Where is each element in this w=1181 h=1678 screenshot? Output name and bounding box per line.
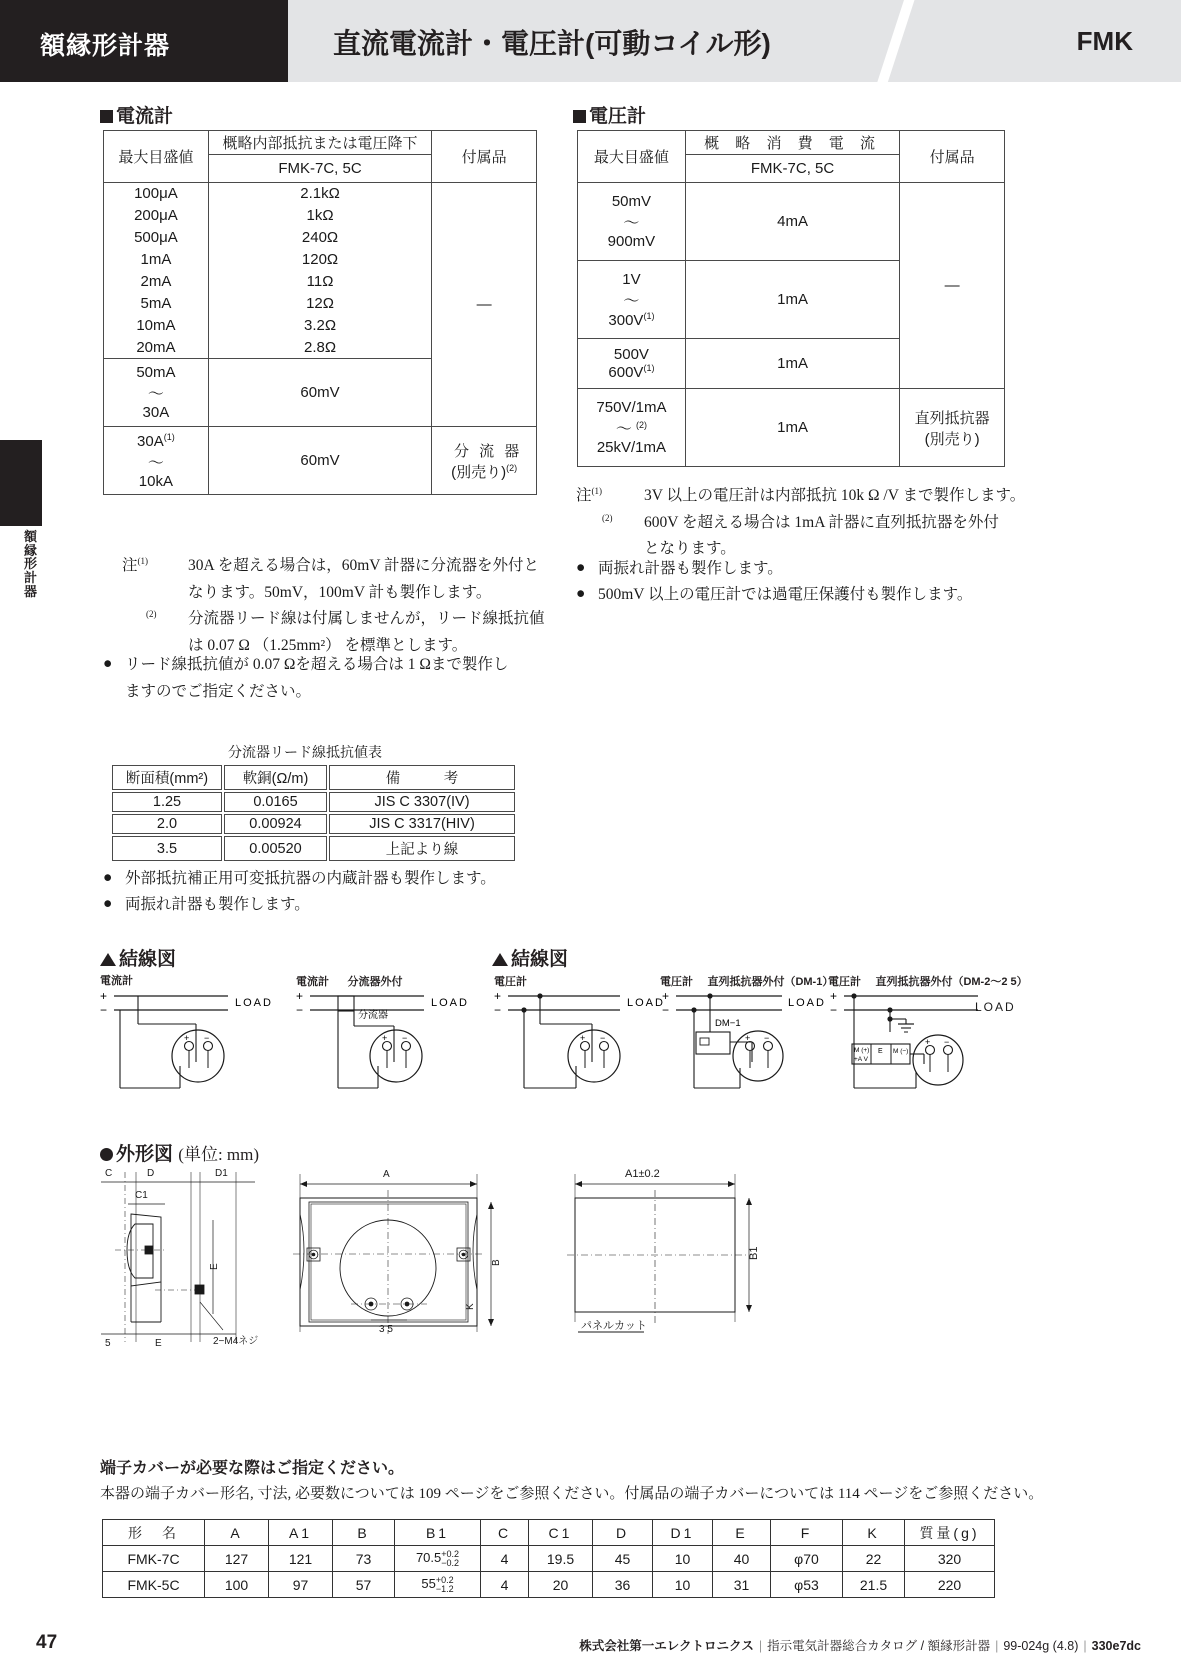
voltmeter-notes — [576, 483, 1028, 563]
note-1: 注$^{(1)}$ 30A を超える場合は，60mV 計器に分流器を外付と なります。50mV，100mV 計も製作します。 — [122, 555, 540, 601]
ammeter-value-1: 1kΩ — [208, 205, 431, 227]
footnote-ref: (1) — [137, 555, 149, 566]
table-row — [103, 1546, 995, 1572]
side-tab-label: 額縁形計器 — [24, 529, 38, 599]
dimension-table — [102, 1519, 995, 1598]
svg-text:−: − — [830, 1003, 838, 1017]
svg-text:−: − — [944, 1037, 950, 1047]
table-row — [103, 1572, 995, 1598]
terminal-cover-body: 本器の端子カバー形名, 寸法, 必要数については 109 ページをご参照ください。付属品の端子カバーについては 114 ページをご参照ください。 — [100, 1486, 1044, 1502]
dim-row-1-C: 4 — [481, 1572, 529, 1598]
voltmeter-pair-value: 1mA — [685, 339, 899, 389]
voltmeter-heading: 電圧計 — [573, 101, 646, 128]
bullet-icon: ● — [576, 559, 586, 576]
ammeter-value-3: 120Ω — [208, 249, 431, 271]
header-title-block — [288, 0, 1181, 82]
dim-row-1-D: 36 — [593, 1572, 653, 1598]
table-row — [112, 814, 515, 834]
bullet-icon: ● — [103, 895, 113, 912]
lead-cell-2-2: 上記より線 — [329, 836, 515, 861]
ammeter-scale-4: 2mA — [104, 271, 209, 293]
square-bullet-icon — [100, 110, 113, 123]
header-category-block — [0, 0, 288, 82]
footer-sep: | — [995, 1639, 999, 1653]
b1-main: 55 — [421, 1576, 436, 1592]
footnote-ref: (1) — [643, 363, 655, 373]
svg-text:−: − — [662, 1003, 670, 1017]
svg-text:−: − — [204, 1033, 210, 1043]
terminal-cover-heading: 端子カバーが必要な際はご指定ください。 — [100, 1460, 405, 1477]
range-from-wrap: $30A^{(1)}$ — [137, 431, 175, 450]
ammeter-value-5: 12Ω — [208, 293, 431, 315]
dim-row-0-mass: 320 — [905, 1546, 995, 1572]
dim-row-1-E: 31 — [713, 1572, 771, 1598]
note-2: $^{(2)}$ 分流器リード線は付属しませんが，リード線抵抗値 は 0.07 Ω （1.25mm²） を標準とします。 — [146, 609, 545, 654]
ammeter-scale-6: 10mA — [104, 315, 209, 337]
svg-text:2−M4ネジ: 2−M4ネジ — [213, 1336, 259, 1347]
dim-row-0-A: 127 — [205, 1546, 269, 1572]
pair-line2-wrap: $600V^{(1)}$ — [608, 363, 655, 381]
lead-cell-2-1: 0.00520 — [224, 836, 327, 861]
footnote-ref: (1) — [163, 431, 175, 442]
dim-header-10: F — [771, 1520, 843, 1546]
footer-docid: 330e7dc — [1091, 1639, 1141, 1653]
ammeter-bullet-3: ● 両振れ計器も製作します。 — [103, 892, 310, 919]
ammeter-range-1 — [104, 427, 209, 495]
ammeter-scale-7: 20mA — [104, 337, 209, 359]
table-row — [104, 427, 537, 495]
voltmeter-accessory-top: — — [900, 183, 1005, 389]
lead-cell-0-0: 1.25 — [112, 792, 222, 812]
triangle-bullet-icon — [100, 953, 116, 966]
ammeter-bullet-2: ● 外部抵抗補正用可変抵抗器の内蔵計器も製作します。 — [103, 866, 496, 893]
footer-code: 99-024g (4.8) — [1003, 1639, 1079, 1653]
svg-text:−: − — [296, 1003, 304, 1017]
ammeter-range-0 — [104, 359, 209, 427]
table-row — [578, 389, 1005, 467]
voltmeter-range-value-1: 1mA — [685, 261, 899, 339]
voltmeter-range-0 — [578, 183, 686, 261]
svg-text:−: − — [764, 1033, 770, 1043]
circle-bullet-icon — [100, 1148, 113, 1161]
table-row — [578, 131, 1005, 155]
dm25-term-1: +A V — [854, 1056, 868, 1063]
outline-unit: (単位: mm) — [178, 1145, 260, 1164]
svg-text:A1±0.2: A1±0.2 — [625, 1168, 660, 1180]
b1-tolerance: +0.2 −1.2 — [435, 1574, 454, 1594]
range-to: 900mV — [607, 233, 656, 250]
svg-text:C: C — [105, 1168, 113, 1179]
svg-text:+: + — [925, 1037, 931, 1047]
dim-header-2: A1 — [269, 1520, 333, 1546]
svg-text:+: + — [184, 1033, 190, 1043]
voltmeter-range-value-0: 4mA — [685, 183, 899, 261]
range-from: 750V/1mA — [596, 399, 667, 416]
pair-line1: 500V — [613, 346, 649, 363]
note-2: $^{(2)}$ 600V を超える場合は 1mA 計器に直列抵抗器を外付 となります。 — [602, 512, 999, 558]
bullet-icon: ● — [103, 655, 113, 672]
voltmeter-col-scale: 最大目盛値 — [578, 131, 686, 183]
dm25-term-2: E — [878, 1048, 883, 1055]
dm25-term-3: M (−) — [893, 1048, 909, 1055]
footnote-ref: (2) — [636, 420, 648, 430]
table-row — [112, 836, 515, 861]
svg-text:+: + — [296, 989, 304, 1003]
header-category-label: 額縁形計器 — [40, 32, 171, 60]
voltmeter-bullet-1: ● 両振れ計器も製作します。 — [576, 556, 783, 583]
svg-text:D: D — [147, 1168, 155, 1179]
ammeter-table — [103, 130, 537, 495]
ammeter-col-resistance: 概略内部抵抗または電圧降下 — [208, 131, 431, 155]
wiring-label: 電圧計 — [660, 976, 693, 988]
dim-header-0: 形 名 — [103, 1520, 205, 1546]
ammeter-value-7: 2.8Ω — [208, 337, 431, 359]
svg-text:+: + — [100, 989, 108, 1003]
dim-header-3: B — [333, 1520, 395, 1546]
svg-text:D1: D1 — [215, 1168, 228, 1179]
page-number: 47 — [36, 1632, 58, 1653]
lead-cell-1-2: JIS C 3317(HIV) — [329, 814, 515, 834]
voltmeter-range-1 — [578, 261, 686, 339]
square-bullet-icon — [573, 110, 586, 123]
wiring-sublabel: 直列抵抗器外付（DM-2～2 5） — [875, 976, 1028, 988]
svg-text:C1: C1 — [135, 1190, 148, 1201]
wiring-label: 電圧計 — [494, 976, 527, 988]
voltmeter-accessory-bottom: 直列抵抗器 (別売り) — [900, 389, 1005, 467]
dim-row-1-B1 — [395, 1572, 481, 1598]
table-row — [578, 183, 1005, 261]
range-wave-icon: 〜 — [623, 292, 640, 310]
dim-row-1-F: φ53 — [771, 1572, 843, 1598]
voltmeter-col-model: FMK-7C, 5C — [685, 155, 899, 183]
footer-company: 株式会社第一エレクトロニクス — [579, 1639, 754, 1653]
ammeter-scale-5: 5mA — [104, 293, 209, 315]
dim-row-0-K: 22 — [843, 1546, 905, 1572]
dim-header-11: K — [843, 1520, 905, 1546]
dim-header-4: B1 — [395, 1520, 481, 1546]
svg-text:LOAD: LOAD — [431, 997, 469, 1009]
range-wave-wrap — [578, 416, 685, 439]
range-wave-icon: 〜 — [615, 421, 632, 438]
dim-row-0-F: φ70 — [771, 1546, 843, 1572]
dim-header-9: E — [713, 1520, 771, 1546]
ammeter-range-value-0: 60mV — [208, 359, 431, 427]
page-title: 直流電流計・電圧計(可動コイル形) — [333, 28, 771, 59]
dim-row-1-A: 100 — [205, 1572, 269, 1598]
ammeter-value-6: 3.2Ω — [208, 315, 431, 337]
table-row — [112, 792, 515, 812]
svg-text:−: − — [100, 1003, 108, 1017]
page-footer — [0, 1618, 1181, 1678]
wiring-svg-voltmeter-dm1 — [660, 988, 840, 1108]
dim-row-0-E: 40 — [713, 1546, 771, 1572]
table-row — [104, 131, 537, 155]
svg-text:LOAD: LOAD — [788, 997, 826, 1009]
footnote-ref: (2) — [602, 512, 613, 523]
dim-row-0-D: 45 — [593, 1546, 653, 1572]
svg-text:−: − — [402, 1033, 408, 1043]
dim-row-0-B1 — [395, 1546, 481, 1572]
shunt-label: 分流器 — [358, 1010, 388, 1021]
lead-cell-1-1: 0.00924 — [224, 814, 327, 834]
footnote-ref: (1) — [643, 310, 655, 321]
wiring-sublabel: 分流器外付 — [347, 976, 403, 988]
ammeter-value-2: 240Ω — [208, 227, 431, 249]
svg-text:−: − — [494, 1003, 502, 1017]
lead-resistance-table — [110, 763, 517, 863]
range-to-wrap: $300V^{(1)}$ — [608, 310, 655, 329]
ammeter-scale-1: 200μA — [104, 205, 209, 227]
svg-text:+: + — [382, 1033, 388, 1043]
dim-row-1-name: FMK-5C — [103, 1572, 205, 1598]
footer-sep: | — [758, 1639, 763, 1653]
ammeter-accessory-top: — — [432, 183, 537, 427]
lead-cell-0-2: JIS C 3307(IV) — [329, 792, 515, 812]
range-wave-icon: 〜 — [147, 386, 164, 403]
voltmeter-col-accessory: 付属品 — [900, 131, 1005, 183]
lead-header-2: 備 考 — [329, 765, 515, 790]
dim-row-0-B: 73 — [333, 1546, 395, 1572]
ammeter-col-accessory: 付属品 — [432, 131, 537, 183]
ammeter-value-0: 2.1kΩ — [208, 183, 431, 205]
dim-row-1-C1: 20 — [529, 1572, 593, 1598]
outline-heading: 外形図 (単位: mm) — [100, 1139, 259, 1166]
range-to: 30A — [142, 404, 170, 421]
voltmeter-pair-row — [578, 339, 686, 389]
dim-header-1: A — [205, 1520, 269, 1546]
ammeter-bullet-1: ● リード線抵抗値が 0.07 Ωを超える場合は 1 Ωまで製作し ますのでご指定ください。 — [103, 652, 563, 705]
ammeter-notes — [122, 553, 552, 660]
lead-cell-2-0: 3.5 — [112, 836, 222, 861]
ammeter-scale-0: 100μA — [104, 183, 209, 205]
svg-text:+: + — [662, 989, 670, 1003]
range-to: 25kV/1mA — [596, 439, 667, 456]
footer-text — [579, 1636, 1141, 1654]
svg-text:+: + — [494, 989, 502, 1003]
triangle-bullet-icon — [492, 953, 508, 966]
table-row — [112, 765, 515, 790]
svg-text:K: K — [465, 1303, 476, 1310]
wiring-label: 電圧計 — [828, 976, 861, 988]
footer-catalog: 指示電気計器総合カタログ / 額縁形計器 — [767, 1639, 991, 1653]
lead-header-1: 軟銅(Ω/m) — [224, 765, 327, 790]
lead-header-0: 断面積(mm²) — [112, 765, 222, 790]
dim-row-0-D1: 10 — [653, 1546, 713, 1572]
voltmeter-col-current: 概 略 消 費 電 流 — [685, 131, 899, 155]
lead-cell-0-1: 0.0165 — [224, 792, 327, 812]
svg-text:3 5: 3 5 — [379, 1324, 393, 1335]
wiring-diagram-ammeter — [100, 972, 133, 988]
ammeter-accessory-bottom: 分 流 器 (別売り)$^{(2)}$ — [432, 427, 537, 495]
dim-header-7: D — [593, 1520, 653, 1546]
wiring-svg-ammeter-shunt — [294, 988, 484, 1108]
range-wave-icon: 〜 — [623, 215, 640, 232]
ammeter-scale-3: 1mA — [104, 249, 209, 271]
dim-header-5: C — [481, 1520, 529, 1546]
ammeter-col-scale: 最大目盛値 — [104, 131, 209, 183]
side-tab-marker — [0, 440, 42, 526]
wiring-sublabel: 直列抵抗器外付（DM-1） — [707, 976, 834, 988]
wiring-right-heading: 結線図 — [492, 944, 568, 971]
ammeter-value-4: 11Ω — [208, 271, 431, 293]
ammeter-range-value-1: 60mV — [208, 427, 431, 495]
voltmeter-last-value: 1mA — [685, 389, 899, 467]
svg-text:B1: B1 — [748, 1246, 760, 1260]
range-from: 1V — [622, 270, 641, 288]
svg-text:E: E — [209, 1263, 220, 1270]
dim-row-1-mass: 220 — [905, 1572, 995, 1598]
svg-text:パネルカット: パネルカット — [581, 1320, 647, 1332]
dim-row-1-K: 21.5 — [843, 1572, 905, 1598]
outline-drawing-svg — [95, 1162, 1035, 1362]
range-from: 50mV — [611, 193, 652, 210]
model-code: FMK — [1076, 26, 1133, 56]
range-wave-icon: 〜 — [147, 454, 164, 472]
ammeter-col-model: FMK-7C, 5C — [208, 155, 431, 183]
bullet-icon: ● — [576, 585, 586, 602]
dm25-term-0: M (+) — [854, 1047, 870, 1054]
range-from: 50mA — [136, 364, 176, 381]
table-row — [104, 183, 537, 205]
svg-text:+: + — [745, 1033, 751, 1043]
bullet-icon: ● — [103, 869, 113, 886]
voltmeter-last-row — [578, 389, 686, 467]
dim-row-0-C1: 19.5 — [529, 1546, 593, 1572]
b1-main: 70.5 — [415, 1550, 442, 1566]
svg-text:B: B — [491, 1259, 502, 1266]
page-header — [0, 0, 1181, 82]
lead-table-title: 分流器リード線抵抗値表 — [228, 746, 382, 761]
dim-row-1-A1: 97 — [269, 1572, 333, 1598]
dim-row-0-name: FMK-7C — [103, 1546, 205, 1572]
b1-tolerance: +0.2 −0.2 — [441, 1548, 460, 1568]
note-1: 注$^{(1)}$ 3V 以上の電圧計は内部抵抗 10k Ω /V まで製作します。 — [576, 485, 1026, 504]
voltmeter-bullet-2: ● 500mV 以上の電圧計では過電圧保護付も製作します。 — [576, 582, 972, 609]
dm1-label: DM−1 — [715, 1018, 741, 1029]
svg-text:5: 5 — [105, 1338, 111, 1349]
ammeter-scale-2: 500μA — [104, 227, 209, 249]
dim-header-12: 質量(g) — [905, 1520, 995, 1546]
wiring-svg-voltmeter — [492, 988, 677, 1108]
dim-row-0-A1: 121 — [269, 1546, 333, 1572]
header-slash-decoration — [867, 0, 920, 82]
dim-header-8: D1 — [653, 1520, 713, 1546]
range-to: 10kA — [138, 472, 173, 490]
footnote-ref: (2) — [146, 609, 157, 620]
ammeter-heading: 電流計 — [100, 101, 173, 128]
wiring-svg-ammeter — [98, 988, 283, 1108]
footnote-ref: (2) — [506, 462, 518, 473]
svg-text:A: A — [383, 1169, 390, 1180]
svg-text:+: + — [580, 1033, 586, 1043]
dim-row-1-B: 57 — [333, 1572, 395, 1598]
footnote-ref: (1) — [591, 485, 603, 496]
dim-header-6: C1 — [529, 1520, 593, 1546]
footer-sep: | — [1083, 1639, 1087, 1653]
wiring-load-label-dm25: LOAD — [975, 1000, 1016, 1014]
svg-text:LOAD: LOAD — [235, 997, 273, 1009]
dim-row-0-C: 4 — [481, 1546, 529, 1572]
svg-text:−: − — [600, 1033, 606, 1043]
wiring-label: 電流計 — [100, 975, 133, 987]
wiring-label: 電流計 — [296, 976, 329, 988]
voltmeter-table — [577, 130, 1005, 467]
svg-text:E: E — [155, 1338, 162, 1349]
dim-row-1-D1: 10 — [653, 1572, 713, 1598]
lead-cell-1-0: 2.0 — [112, 814, 222, 834]
table-row — [103, 1520, 995, 1546]
svg-text:LOAD: LOAD — [627, 997, 665, 1009]
svg-text:+: + — [830, 989, 838, 1003]
wiring-left-heading: 結線図 — [100, 944, 176, 971]
